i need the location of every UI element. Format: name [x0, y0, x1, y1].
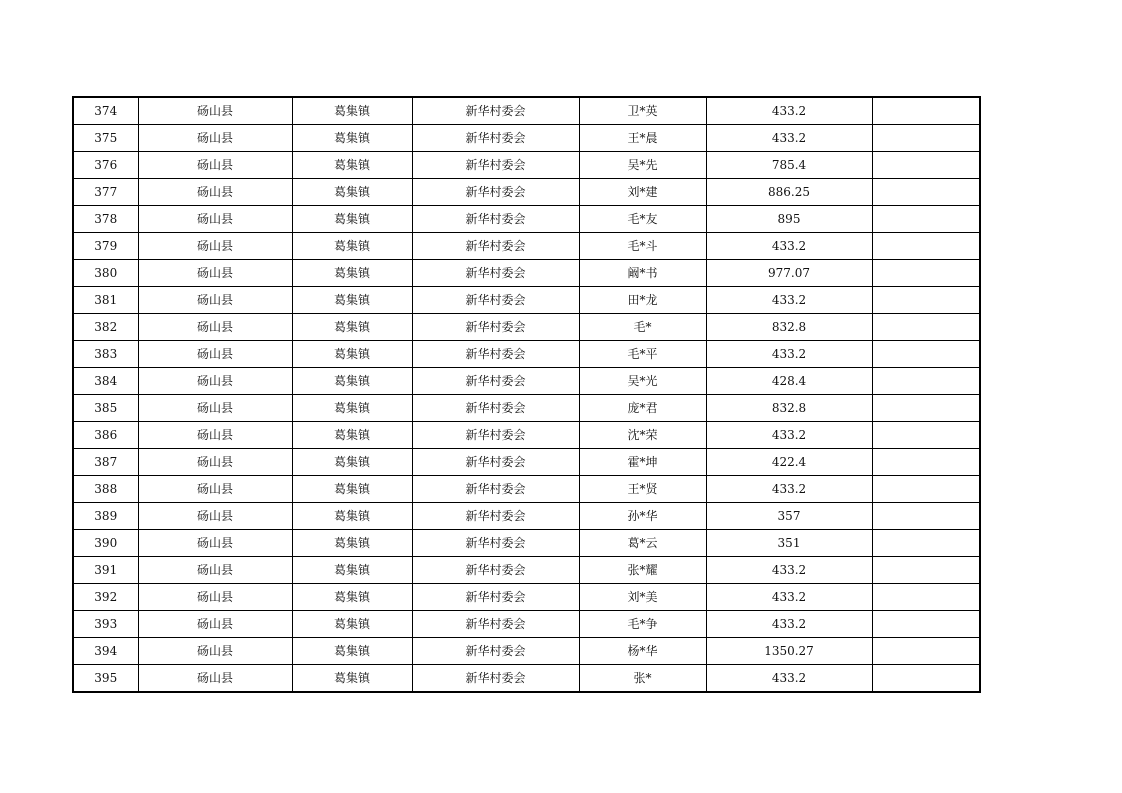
name-cell: 吴*光 [579, 368, 706, 395]
county-cell: 砀山县 [138, 638, 292, 665]
remarks-cell [872, 97, 980, 125]
row-number-cell: 388 [73, 476, 138, 503]
amount-cell: 1350.27 [706, 638, 872, 665]
village-cell: 新华村委会 [412, 341, 579, 368]
town-cell: 葛集镇 [292, 179, 412, 206]
table-row [73, 125, 980, 152]
town-cell: 葛集镇 [292, 260, 412, 287]
row-number-cell: 383 [73, 341, 138, 368]
table-row [73, 476, 980, 503]
remarks-cell [872, 638, 980, 665]
row-number-cell: 380 [73, 260, 138, 287]
town-cell: 葛集镇 [292, 287, 412, 314]
table-row [73, 97, 980, 125]
row-number-cell: 395 [73, 665, 138, 693]
town-cell: 葛集镇 [292, 341, 412, 368]
town-cell: 葛集镇 [292, 530, 412, 557]
table-row [73, 314, 980, 341]
town-cell: 葛集镇 [292, 125, 412, 152]
amount-cell: 433.2 [706, 341, 872, 368]
amount-cell: 977.07 [706, 260, 872, 287]
county-cell: 砀山县 [138, 206, 292, 233]
village-cell: 新华村委会 [412, 152, 579, 179]
amount-cell: 433.2 [706, 557, 872, 584]
town-cell: 葛集镇 [292, 584, 412, 611]
county-cell: 砀山县 [138, 665, 292, 693]
name-cell: 沈*荣 [579, 422, 706, 449]
name-cell: 霍*坤 [579, 449, 706, 476]
amount-cell: 832.8 [706, 314, 872, 341]
village-cell: 新华村委会 [412, 503, 579, 530]
amount-cell: 785.4 [706, 152, 872, 179]
town-cell: 葛集镇 [292, 233, 412, 260]
county-cell: 砀山县 [138, 368, 292, 395]
remarks-cell [872, 665, 980, 693]
town-cell: 葛集镇 [292, 422, 412, 449]
remarks-cell [872, 503, 980, 530]
remarks-cell [872, 449, 980, 476]
amount-cell: 895 [706, 206, 872, 233]
name-cell: 葛*云 [579, 530, 706, 557]
county-cell: 砀山县 [138, 152, 292, 179]
town-cell: 葛集镇 [292, 611, 412, 638]
county-cell: 砀山县 [138, 449, 292, 476]
data-table [72, 96, 981, 693]
row-number-cell: 390 [73, 530, 138, 557]
county-cell: 砀山县 [138, 97, 292, 125]
village-cell: 新华村委会 [412, 97, 579, 125]
table-row [73, 260, 980, 287]
row-number-cell: 374 [73, 97, 138, 125]
town-cell: 葛集镇 [292, 503, 412, 530]
town-cell: 葛集镇 [292, 368, 412, 395]
remarks-cell [872, 422, 980, 449]
remarks-cell [872, 179, 980, 206]
village-cell: 新华村委会 [412, 260, 579, 287]
name-cell: 吴*先 [579, 152, 706, 179]
remarks-cell [872, 125, 980, 152]
county-cell: 砀山县 [138, 395, 292, 422]
table-row [73, 584, 980, 611]
village-cell: 新华村委会 [412, 557, 579, 584]
village-cell: 新华村委会 [412, 665, 579, 693]
row-number-cell: 387 [73, 449, 138, 476]
table-row [73, 179, 980, 206]
amount-cell: 433.2 [706, 665, 872, 693]
village-cell: 新华村委会 [412, 368, 579, 395]
table-body [73, 97, 980, 692]
table-row [73, 422, 980, 449]
row-number-cell: 386 [73, 422, 138, 449]
county-cell: 砀山县 [138, 503, 292, 530]
village-cell: 新华村委会 [412, 179, 579, 206]
town-cell: 葛集镇 [292, 665, 412, 693]
village-cell: 新华村委会 [412, 233, 579, 260]
name-cell: 杨*华 [579, 638, 706, 665]
table-row [73, 611, 980, 638]
county-cell: 砀山县 [138, 314, 292, 341]
table-row [73, 206, 980, 233]
table-row [73, 638, 980, 665]
table-row [73, 368, 980, 395]
amount-cell: 433.2 [706, 97, 872, 125]
name-cell: 张*耀 [579, 557, 706, 584]
amount-cell: 357 [706, 503, 872, 530]
amount-cell: 433.2 [706, 584, 872, 611]
remarks-cell [872, 233, 980, 260]
amount-cell: 428.4 [706, 368, 872, 395]
remarks-cell [872, 368, 980, 395]
county-cell: 砀山县 [138, 179, 292, 206]
row-number-cell: 393 [73, 611, 138, 638]
amount-cell: 351 [706, 530, 872, 557]
row-number-cell: 385 [73, 395, 138, 422]
remarks-cell [872, 152, 980, 179]
amount-cell: 832.8 [706, 395, 872, 422]
remarks-cell [872, 530, 980, 557]
table-row [73, 287, 980, 314]
remarks-cell [872, 206, 980, 233]
village-cell: 新华村委会 [412, 422, 579, 449]
table-row [73, 665, 980, 693]
name-cell: 卫*英 [579, 97, 706, 125]
remarks-cell [872, 341, 980, 368]
name-cell: 毛*友 [579, 206, 706, 233]
county-cell: 砀山县 [138, 476, 292, 503]
row-number-cell: 376 [73, 152, 138, 179]
county-cell: 砀山县 [138, 584, 292, 611]
amount-cell: 433.2 [706, 233, 872, 260]
remarks-cell [872, 314, 980, 341]
amount-cell: 433.2 [706, 287, 872, 314]
row-number-cell: 384 [73, 368, 138, 395]
table-row [73, 341, 980, 368]
village-cell: 新华村委会 [412, 449, 579, 476]
county-cell: 砀山县 [138, 125, 292, 152]
town-cell: 葛集镇 [292, 449, 412, 476]
name-cell: 王*晨 [579, 125, 706, 152]
table-row [73, 530, 980, 557]
town-cell: 葛集镇 [292, 97, 412, 125]
village-cell: 新华村委会 [412, 476, 579, 503]
town-cell: 葛集镇 [292, 152, 412, 179]
remarks-cell [872, 287, 980, 314]
county-cell: 砀山县 [138, 260, 292, 287]
village-cell: 新华村委会 [412, 395, 579, 422]
amount-cell: 433.2 [706, 125, 872, 152]
county-cell: 砀山县 [138, 611, 292, 638]
table-row [73, 449, 980, 476]
row-number-cell: 394 [73, 638, 138, 665]
name-cell: 毛*斗 [579, 233, 706, 260]
village-cell: 新华村委会 [412, 206, 579, 233]
name-cell: 刘*美 [579, 584, 706, 611]
county-cell: 砀山县 [138, 557, 292, 584]
village-cell: 新华村委会 [412, 611, 579, 638]
amount-cell: 433.2 [706, 422, 872, 449]
town-cell: 葛集镇 [292, 638, 412, 665]
table-row [73, 152, 980, 179]
town-cell: 葛集镇 [292, 314, 412, 341]
name-cell: 刘*建 [579, 179, 706, 206]
row-number-cell: 382 [73, 314, 138, 341]
row-number-cell: 391 [73, 557, 138, 584]
remarks-cell [872, 584, 980, 611]
town-cell: 葛集镇 [292, 395, 412, 422]
remarks-cell [872, 476, 980, 503]
name-cell: 毛* [579, 314, 706, 341]
row-number-cell: 379 [73, 233, 138, 260]
table-row [73, 233, 980, 260]
name-cell: 张* [579, 665, 706, 693]
village-cell: 新华村委会 [412, 314, 579, 341]
county-cell: 砀山县 [138, 422, 292, 449]
town-cell: 葛集镇 [292, 476, 412, 503]
village-cell: 新华村委会 [412, 287, 579, 314]
table-row [73, 503, 980, 530]
name-cell: 毛*平 [579, 341, 706, 368]
remarks-cell [872, 395, 980, 422]
name-cell: 毛*争 [579, 611, 706, 638]
remarks-cell [872, 260, 980, 287]
row-number-cell: 375 [73, 125, 138, 152]
amount-cell: 433.2 [706, 611, 872, 638]
row-number-cell: 392 [73, 584, 138, 611]
name-cell: 王*贤 [579, 476, 706, 503]
remarks-cell [872, 557, 980, 584]
table-row [73, 557, 980, 584]
amount-cell: 433.2 [706, 476, 872, 503]
row-number-cell: 377 [73, 179, 138, 206]
row-number-cell: 378 [73, 206, 138, 233]
village-cell: 新华村委会 [412, 125, 579, 152]
county-cell: 砀山县 [138, 287, 292, 314]
row-number-cell: 389 [73, 503, 138, 530]
village-cell: 新华村委会 [412, 584, 579, 611]
county-cell: 砀山县 [138, 530, 292, 557]
village-cell: 新华村委会 [412, 530, 579, 557]
county-cell: 砀山县 [138, 233, 292, 260]
remarks-cell [872, 611, 980, 638]
row-number-cell: 381 [73, 287, 138, 314]
table-row [73, 395, 980, 422]
village-cell: 新华村委会 [412, 638, 579, 665]
town-cell: 葛集镇 [292, 206, 412, 233]
town-cell: 葛集镇 [292, 557, 412, 584]
name-cell: 孙*华 [579, 503, 706, 530]
amount-cell: 422.4 [706, 449, 872, 476]
name-cell: 阚*书 [579, 260, 706, 287]
name-cell: 庞*君 [579, 395, 706, 422]
name-cell: 田*龙 [579, 287, 706, 314]
county-cell: 砀山县 [138, 341, 292, 368]
amount-cell: 886.25 [706, 179, 872, 206]
